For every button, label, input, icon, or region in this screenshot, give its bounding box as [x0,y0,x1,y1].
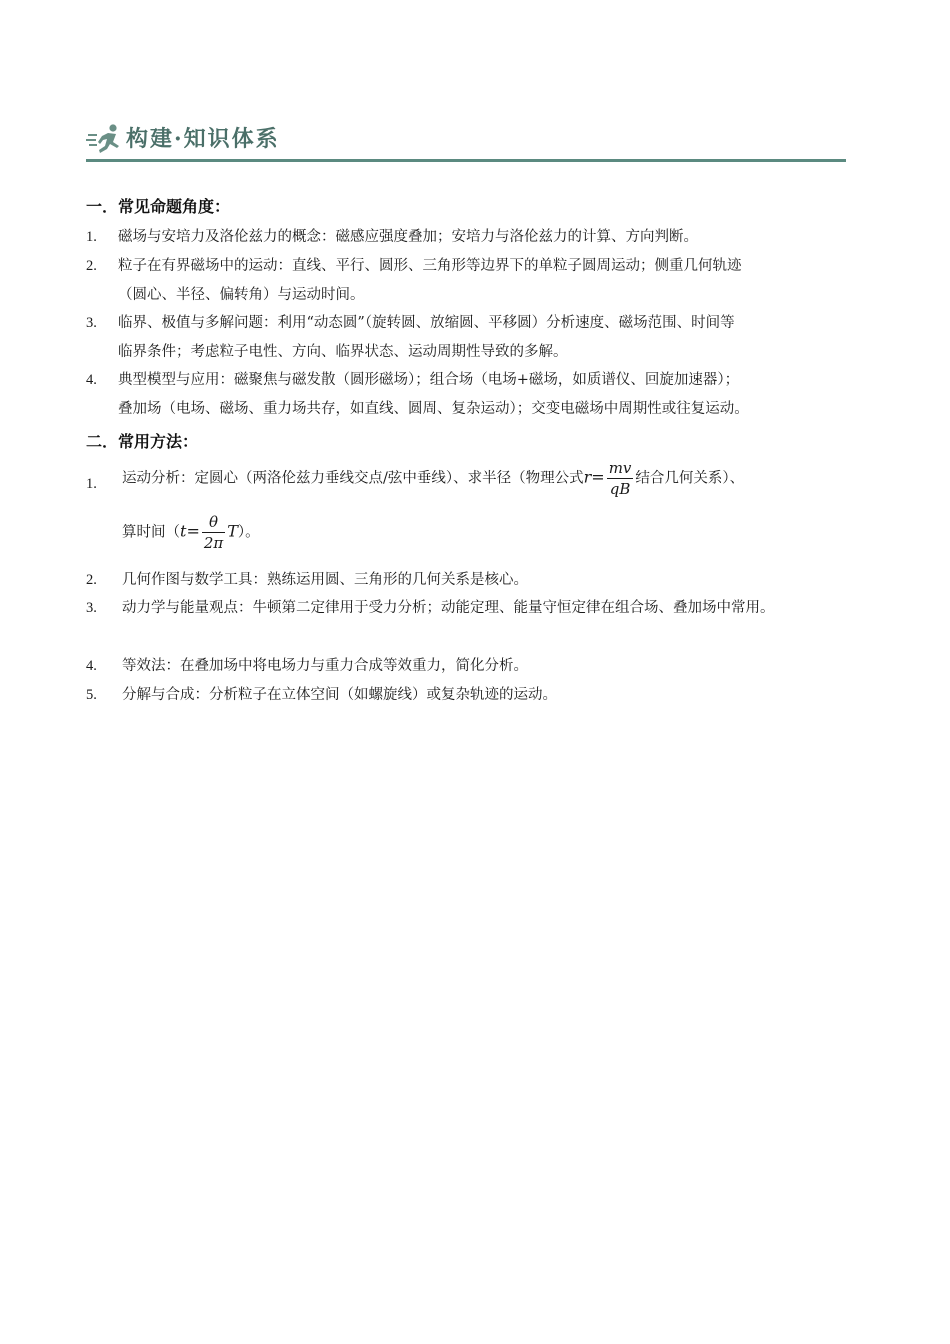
item-number: 4. [86,372,97,388]
item-number: 4. [86,658,97,674]
formula-equals: = [186,521,200,541]
item-text-line [122,512,260,553]
formula-variable-T: T [227,521,238,541]
fraction-numerator: mv [608,459,632,477]
item-text: 叠加场（电场、磁场、重力场共存，如直线、圆周、复杂运动）；交变电磁场中周期性或往复运动。 [118,401,749,417]
section-2-title: 二．常用方法： [86,432,199,451]
item-number: 3. [86,315,97,331]
formula-variable-t: t [180,521,187,541]
item-text: （圆心、半径、偏转角）与运动时间。 [118,287,365,303]
formula-equals: = [591,467,605,487]
banner-title: 构建·知识体系 [126,126,280,152]
fraction-denominator: 2π [203,534,224,552]
item-text: 典型模型与应用：磁聚焦与磁发散（圆形磁场）；组合场（电场+磁场，如质谱仪、回旋加速器）； [118,372,740,388]
item-text: 算时间（ [122,524,180,541]
item-text: 粒子在有界磁场中的运动：直线、平行、圆形、三角形等边界下的单粒子圆周运动；侧重几何轨迹 [118,258,742,274]
item-text: 结合几何关系）、 [635,470,745,487]
item-text: 等效法：在叠加场中将电场力与重力合成等效重力，简化分析。 [122,658,528,674]
item-number: 1. [86,229,97,245]
item-number: 1. [86,476,97,492]
item-text: 动力学与能量观点：牛顿第二定律用于受力分析；动能定理、能量守恒定律在组合场、叠加场中常用。 [122,600,775,616]
item-text: 几何作图与数学工具：熟练运用圆、三角形的几何关系是核心。 [122,572,528,588]
runner-icon [86,122,124,158]
item-text: 临界、极值与多解问题：利用“动态圆”（旋转圆、放缩圆、平移圆）分析速度、磁场范围、时间等 [118,315,735,331]
item-text: ）。 [237,524,260,541]
item-text: 分解与合成：分析粒子在立体空间（如螺旋线）或复杂轨迹的运动。 [122,687,557,703]
section-1-title: 一．常见命题角度： [86,197,231,216]
fraction-numerator: θ [202,512,225,533]
time-fraction [202,512,225,553]
item-number: 5. [86,687,97,703]
item-text: 磁场与安培力及洛伦兹力的概念：磁感应强度叠加；安培力与洛伦兹力的计算、方向判断。 [118,229,698,245]
fraction-denominator: qB [609,480,631,498]
list-item [86,459,876,558]
formula-variable-r: r [583,467,592,487]
banner-divider [86,159,846,162]
item-number: 2. [86,572,97,588]
item-number: 3. [86,600,97,616]
item-text: 临界条件；考虑粒子电性、方向、临界状态、运动周期性导致的多解。 [118,344,568,360]
section-banner [86,118,846,164]
radius-fraction [607,458,634,499]
item-text-line [122,458,744,499]
item-number: 2. [86,258,97,274]
item-text: 运动分析：定圆心（两洛伦兹力垂线交点/弦中垂线）、求半径（物理公式 [122,470,584,487]
